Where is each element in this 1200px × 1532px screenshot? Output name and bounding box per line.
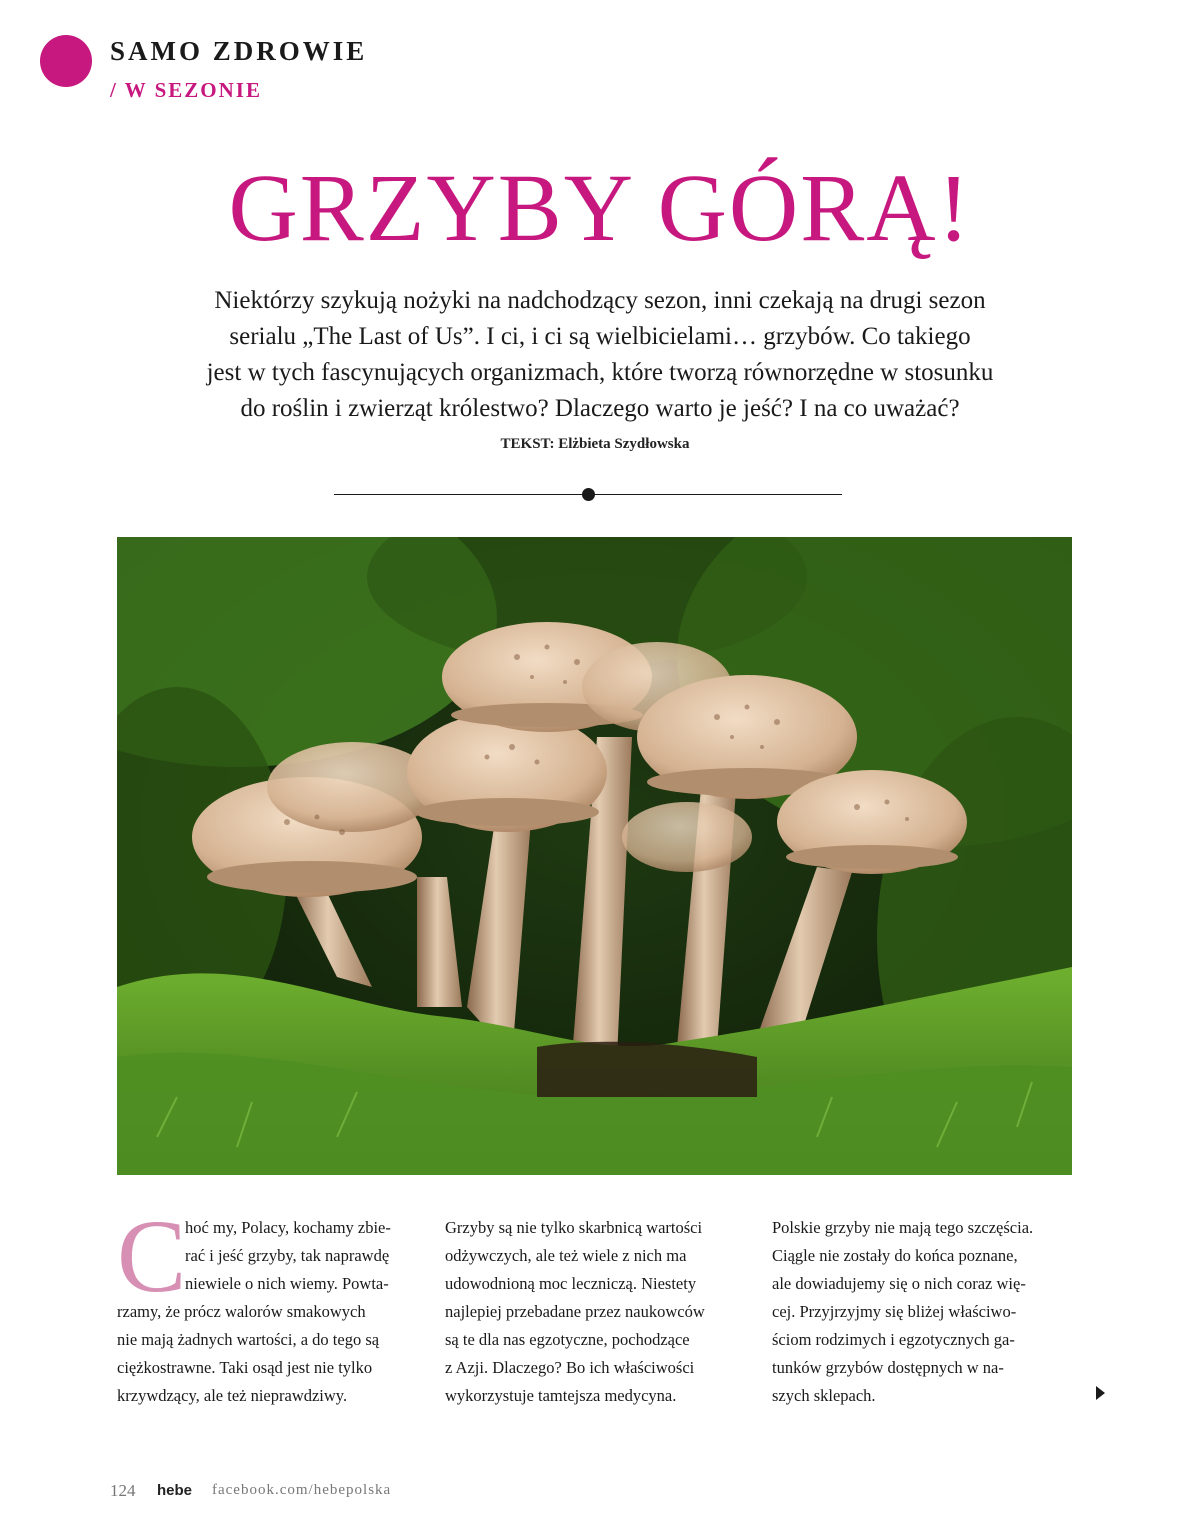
drop-cap: C [117, 1199, 187, 1314]
lead-line: Niektórzy szykują nożyki na nadchodzący sezon, inni czekają na drugi sezon [214, 287, 986, 314]
body-line: nie mają żadnych wartości, a do tego są [117, 1330, 380, 1349]
page-number: 124 [110, 1481, 136, 1500]
subsection-label: / W SEZONIE [110, 78, 262, 102]
section-dot-icon [40, 35, 92, 87]
section-label: SAMO ZDROWIE [110, 36, 368, 66]
continue-arrow-icon [1096, 1386, 1105, 1400]
social-link[interactable]: facebook.com/hebepolska [212, 1482, 392, 1498]
article-title: GRZYBY GÓRĄ! [228, 154, 972, 261]
lead-line: jest w tych fascynujących organizmach, które tworzą równorzędne w stosunku [206, 359, 994, 386]
body-line: Polskie grzyby nie mają tego szczęścia. [772, 1218, 1034, 1237]
body-line: ciężkostrawne. Taki osąd jest nie tylko [117, 1358, 373, 1377]
article-column-2 [445, 1214, 745, 1410]
body-line: rać i jeść grzyby, tak naprawdę [185, 1246, 390, 1265]
body-line: wykorzystuje tamtejsza medycyna. [445, 1386, 677, 1405]
body-line: rzamy, że prócz walorów smakowych [117, 1302, 366, 1321]
article-lead [130, 283, 1070, 427]
body-line: udowodnioną moc leczniczą. Niestety [445, 1274, 697, 1293]
body-line: cej. Przyjrzyjmy się bliżej właściwo- [772, 1302, 1017, 1321]
body-line: odżywczych, ale też wiele z nich ma [445, 1246, 687, 1265]
body-line: ściom rodzimych i egzotycznych ga- [772, 1330, 1015, 1349]
body-line: tunków grzybów dostępnych w na- [772, 1358, 1004, 1377]
byline: TEKST: Elżbieta Szydłowska [500, 436, 690, 452]
body-line: najlepiej przebadane przez naukowców [445, 1302, 705, 1321]
body-line: niewiele o nich wiemy. Powta- [185, 1274, 389, 1293]
body-line: Ciągle nie zostały do końca poznane, [772, 1246, 1018, 1265]
brand-logo: hebe [157, 1482, 193, 1499]
mushroom-photo [117, 537, 1072, 1175]
article-column-1 [117, 1214, 417, 1410]
divider-dot [582, 488, 595, 501]
body-line: szych sklepach. [772, 1386, 876, 1405]
body-line: z Azji. Dlaczego? Bo ich właściwości [445, 1358, 695, 1377]
body-line: krzywdzący, ale też nieprawdziwy. [117, 1386, 348, 1405]
lead-line: serialu „The Last of Us”. I ci, i ci są wielbicielami… grzybów. Co takiego [229, 323, 971, 350]
lead-line: do roślin i zwierząt królestwo? Dlaczego warto je jeść? I na co uważać? [240, 395, 960, 422]
body-line: ale dowiadujemy się o nich coraz wię- [772, 1274, 1026, 1293]
body-line: hoć my, Polacy, kochamy zbie- [185, 1218, 391, 1237]
body-line: Grzyby są nie tylko skarbnicą wartości [445, 1218, 703, 1237]
body-line: są te dla nas egzotyczne, pochodzące [445, 1330, 690, 1349]
article-column-3 [772, 1214, 1072, 1410]
